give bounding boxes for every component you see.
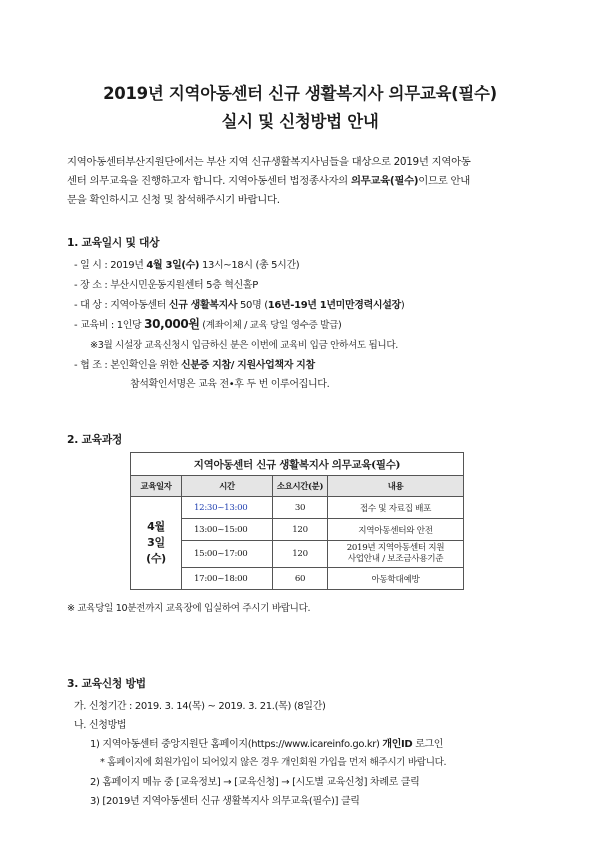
application-step2: 2) 홈페이지 메뉴 중 [교육정보] → [교육신청] → [시도별 교육신청] 차례로 클릭: [90, 777, 420, 788]
schedule-place: - 장 소 : 부산시민운동지원센터 5층 혁신홀P: [74, 280, 258, 291]
application-step3: 3) [2019년 지역아동센터 신규 생활복지사 의무교육(필수)] 클릭: [90, 796, 360, 807]
row-content: 지역아동센터와 안전: [328, 519, 464, 541]
header-content: 내용: [328, 476, 464, 497]
schedule-target: - 대 상 : 지역아동센터 신규 생활복지사 50명 (16년-19년 1년미만경력시설장): [74, 300, 405, 311]
row-content: 2019년 지역아동센터 지원 사업안내 / 보조금사용기준: [328, 541, 464, 568]
section3-heading: 3. 교육신청 방법: [67, 677, 146, 690]
course-day-cell: 4월 3일 (수): [131, 497, 182, 590]
row-time: 13:00~15:00: [182, 519, 273, 541]
intro-line1: 지역아동센터부산지원단에서는 부산 지역 신규생활복지사님들을 대상으로 2019년 지역아동: [67, 156, 471, 168]
table-header-row: [131, 476, 464, 497]
document-title-line1: 2019년 지역아동센터 신규 생활복지사 의무교육(필수): [103, 84, 497, 103]
row-minutes: 60: [273, 568, 328, 590]
schedule-date: - 일 시 : 2019년 4월 3일(수) 13시~18시 (총 5시간): [74, 260, 300, 271]
application-period: 가. 신청기간 : 2019. 3. 14(목) ~ 2019. 3. 21.(목) (8일간): [74, 701, 326, 712]
row-time: 15:00~17:00: [182, 541, 273, 568]
application-step1-note: * 홈페이지에 회원가입이 되어있지 않은 경우 개인회원 가입을 먼저 해주시기 바랍니다.: [100, 757, 447, 768]
schedule-cooperation: - 협 조 : 본인확인을 위한 신분증 지참/ 지원사업책자 지참: [74, 360, 315, 371]
table-row: [131, 497, 464, 519]
intro-line2: 센터 의무교육을 진행하고자 합니다. 지역아동센터 법정종사자의 의무교육(필수)이므로 안내: [67, 175, 470, 187]
row-minutes: 30: [273, 497, 328, 519]
row-content: 아동학대예방: [328, 568, 464, 590]
course-schedule-table: [130, 452, 464, 590]
header-minutes: 소요시간(분): [273, 476, 328, 497]
schedule-fee: - 교육비 : 1인당 30,000원 (계좌이체 / 교육 당일 영수증 발급): [74, 317, 342, 331]
row-time: 12:30~13:00: [182, 497, 273, 519]
application-method: 나. 신청방법: [74, 720, 127, 731]
course-note: ※ 교육당일 10분전까지 교육장에 입실하여 주시기 바랍니다.: [67, 603, 311, 614]
intro-line3: 문을 확인하시고 신청 및 참석해주시기 바랍니다.: [67, 194, 280, 206]
application-step1: 1) 지역아동센터 중앙지원단 홈페이지(https://www.icareinfo.go.kr) 개인ID 로그인: [90, 739, 444, 750]
document-title-line2: 실시 및 신청방법 안내: [221, 112, 379, 131]
cooperation-note: 참석확인서명은 교육 전•후 두 번 이루어집니다.: [130, 379, 330, 390]
header-date: 교육일자: [131, 476, 182, 497]
row-minutes: 120: [273, 541, 328, 568]
header-time: 시간: [182, 476, 273, 497]
section1-heading: 1. 교육일시 및 대상: [67, 236, 160, 249]
row-minutes: 120: [273, 519, 328, 541]
section2-heading: 2. 교육과정: [67, 433, 122, 446]
row-content: 접수 및 자료집 배포: [328, 497, 464, 519]
fee-note: ※3월 시설장 교육신청시 입금하신 분은 이번에 교육비 입금 안하셔도 됩니다.: [90, 340, 398, 351]
row-time: 17:00~18:00: [182, 568, 273, 590]
table-title: 지역아동센터 신규 생활복지사 의무교육(필수): [131, 453, 464, 476]
